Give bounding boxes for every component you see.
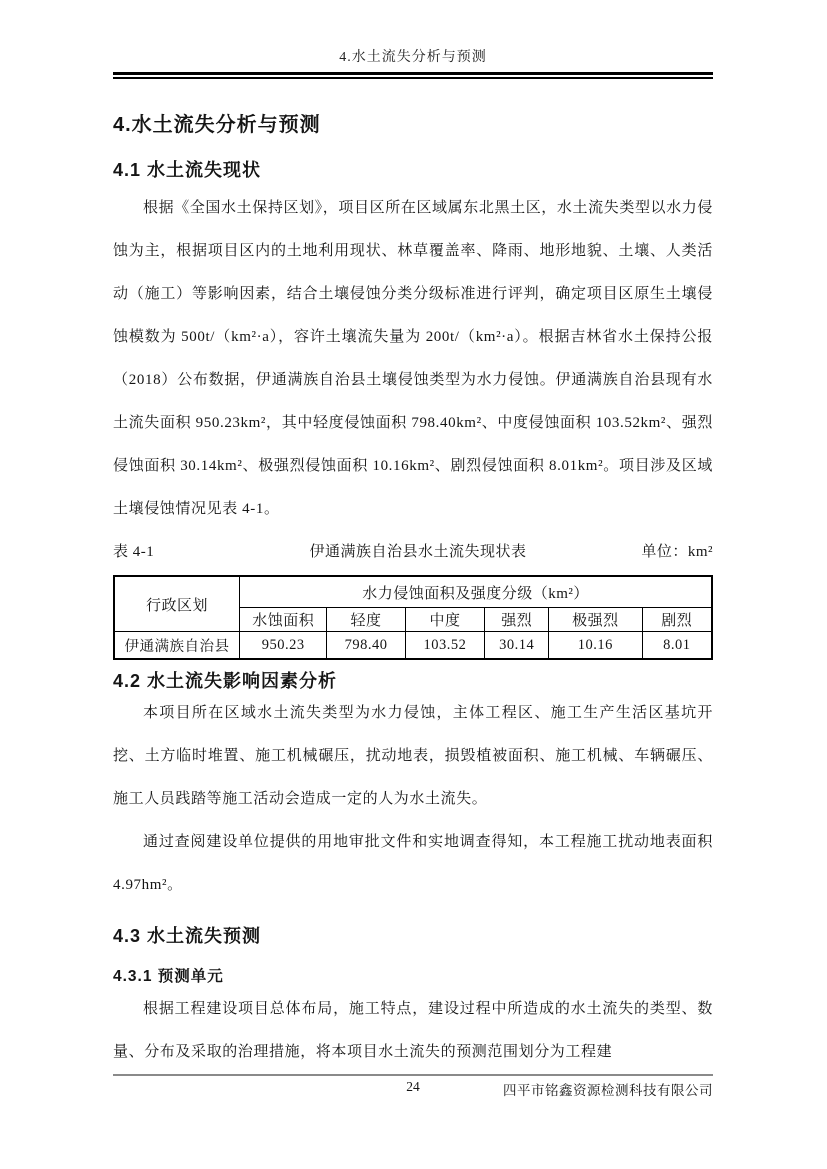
table-caption-unit: 单位：km² [641,544,713,560]
table-col-intense: 强烈 [485,608,549,632]
page-content [113,0,713,1074]
table-caption-label: 表 4-1 [113,544,155,560]
company-name: 四平市铭鑫资源检测科技有限公司 [503,1083,713,1098]
table-header-group: 水力侵蚀面积及强度分级（km²） [240,576,712,608]
table-cell-intense: 30.14 [485,632,549,660]
section-heading-4-2: 4.2 水土流失影响因素分析 [113,671,338,691]
table-caption-title: 伊通满族自治县水土流失现状表 [309,544,527,560]
table-row [114,632,712,660]
section-heading-4-1: 4.1 水土流失现状 [113,160,262,180]
table-caption [113,541,713,563]
section-heading-4-3: 4.3 水土流失预测 [113,926,262,946]
subsection-heading-4-3-1: 4.3.1 预测单元 [113,968,224,985]
table-col-water-erosion-area: 水蚀面积 [240,608,327,632]
paragraph-4-2-2: 通过查阅建设单位提供的用地审批文件和实地调查得知，本工程施工扰动地表面积 4.97hm²。 [113,834,713,893]
running-header: 4.水土流失分析与预测 [339,50,487,65]
table-cell-very-intense: 10.16 [549,632,642,660]
paragraph-4-2-1: 本项目所在区域水土流失类型为水力侵蚀，主体工程区、施工生产生活区基坑开挖、土方临时堆置、施工机械碾压，扰动地表，损毁植被面积、施工机械、车辆碾压、施工人员践踏等施工活动会造成一定的人为水土流失。 [113,705,713,807]
header-rule [113,72,713,79]
table-cell-light: 798.40 [327,632,405,660]
paragraph-4-3-1: 根据工程建设项目总体布局，施工特点，建设过程中所造成的水土流失的类型、数量、分布及采取的治理措施，将本项目水土流失的预测范围划分为工程建 [113,1001,713,1060]
table-cell-severe: 8.01 [642,632,712,660]
page-footer [113,1074,713,1101]
table-col-light: 轻度 [327,608,405,632]
table-cell-water-erosion-area: 950.23 [240,632,327,660]
table-header-admin-region: 行政区划 [114,576,240,632]
paragraph-4-1: 根据《全国水土保持区划》，项目区所在区域属东北黑土区，水土流失类型以水力侵蚀为主，根据项目区内的土地利用现状、林草覆盖率、降雨、地形地貌、土壤、人类活动（施工）等影响因素，结合土壤侵蚀分类分级标准进行评判，确定项目区原生土壤侵蚀模数为 500t/（km²·a），容许土壤流失量为 200t/（km²·a）。根据吉林省水土保持公报（2018）公布数据，伊通满族自治县土壤侵蚀类型为水力侵蚀。伊通满族自治县现有水土流失面积 950.23km²，其中轻度侵蚀面积 798.40km²、中度侵蚀面积 103.52km²、强烈侵蚀面积 30.14km²、极强烈侵蚀面积 10.16km²、剧烈侵蚀面积 8.01km²。项目涉及区域土壤侵蚀情况见表 4-1。 [113,200,713,517]
page-number: 24 [406,1079,420,1094]
table-cell-moderate: 103.52 [405,632,485,660]
chapter-title: 4.水土流失分析与预测 [113,114,321,136]
table-col-very-intense: 极强烈 [549,608,642,632]
erosion-status-table [113,575,713,660]
table-col-severe: 剧烈 [642,608,712,632]
table-col-moderate: 中度 [405,608,485,632]
table-cell-admin-name: 伊通满族自治县 [114,632,240,660]
